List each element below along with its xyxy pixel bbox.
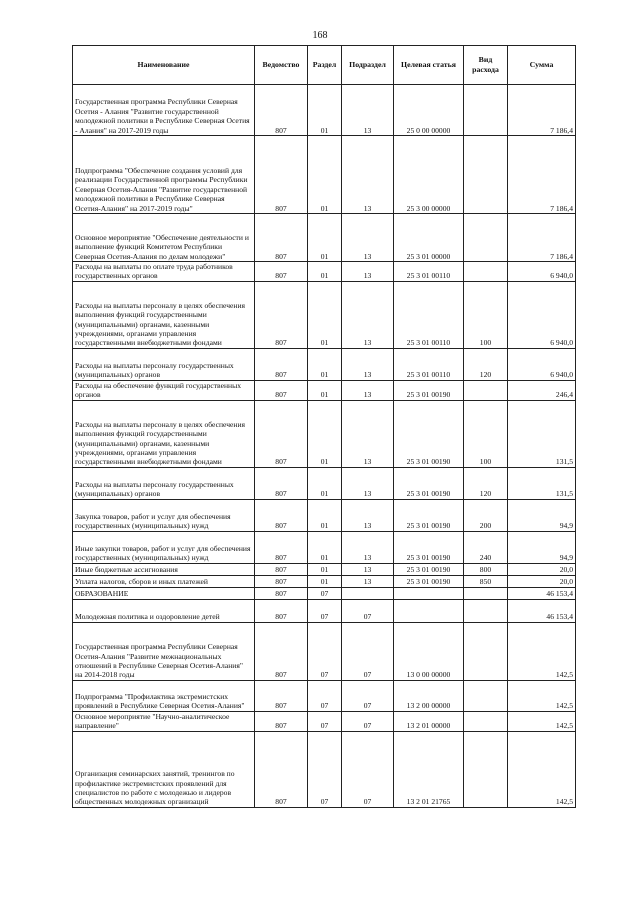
- row-subsection: 13: [342, 136, 394, 214]
- table-row: [73, 85, 576, 136]
- row-name: Подпрограмма "Обеспечение создания условий для реализации Государственной программы Республики Северная Осетия-Алания "Развитие государственной молодежной политики в Республике Северная Осетия-Алания" на 2017-2019 годы": [73, 136, 255, 214]
- row-expense-type: 240: [464, 531, 508, 563]
- row-name: Государственная программа Республики Северная Осетия-Алания "Развитие межнациональных отношений в Республике Северная Осетия-Алания" на 2014-2018 годы: [73, 622, 255, 680]
- row-section: 01: [308, 499, 342, 531]
- row-expense-type: [464, 587, 508, 599]
- row-amount: 94,9: [508, 499, 576, 531]
- header-expense-type: Вид расхода: [464, 46, 508, 85]
- row-target: 25 3 01 00110: [394, 348, 464, 380]
- row-department: 807: [255, 622, 308, 680]
- row-name: Уплата налогов, сборов и иных платежей: [73, 575, 255, 587]
- row-amount: 142,5: [508, 711, 576, 731]
- row-name: Расходы на выплаты персоналу государственных (муниципальных) органов: [73, 348, 255, 380]
- row-section: 01: [308, 348, 342, 380]
- row-department: 807: [255, 599, 308, 622]
- row-subsection: 13: [342, 380, 394, 400]
- table-row: [73, 731, 576, 807]
- row-section: 01: [308, 281, 342, 348]
- row-name: Основное мероприятие "Научно-аналитическое направление": [73, 711, 255, 731]
- row-amount: 131,5: [508, 467, 576, 499]
- row-name: Подпрограмма "Профилактика экстремистских проявлений в Республике Северная Осетия-Алания": [73, 680, 255, 711]
- table-row: [73, 400, 576, 467]
- row-amount: 142,5: [508, 622, 576, 680]
- table-header-row: [73, 46, 576, 85]
- row-name: Иные закупки товаров, работ и услуг для обеспечения государственных (муниципальных) нужд: [73, 531, 255, 563]
- row-target: 25 3 01 00110: [394, 281, 464, 348]
- row-target: 25 3 01 00190: [394, 467, 464, 499]
- row-section: 01: [308, 85, 342, 136]
- row-expense-type: [464, 680, 508, 711]
- row-amount: 131,5: [508, 400, 576, 467]
- row-section: 01: [308, 262, 342, 282]
- row-target: 25 3 01 00110: [394, 262, 464, 282]
- row-subsection: 13: [342, 348, 394, 380]
- row-expense-type: [464, 731, 508, 807]
- row-target: 25 3 01 00190: [394, 400, 464, 467]
- row-target: 13 2 01 00000: [394, 711, 464, 731]
- row-amount: 7 186,4: [508, 85, 576, 136]
- row-department: 807: [255, 531, 308, 563]
- row-section: 07: [308, 731, 342, 807]
- header-amount: Сумма: [508, 46, 576, 85]
- row-department: 807: [255, 348, 308, 380]
- row-name: Молодежная политика и оздоровление детей: [73, 599, 255, 622]
- row-expense-type: [464, 214, 508, 262]
- row-section: 07: [308, 680, 342, 711]
- row-target: 13 2 01 21765: [394, 731, 464, 807]
- row-department: 807: [255, 563, 308, 575]
- row-expense-type: 100: [464, 281, 508, 348]
- row-section: 01: [308, 563, 342, 575]
- row-subsection: 07: [342, 711, 394, 731]
- row-department: 807: [255, 214, 308, 262]
- row-name: Расходы на обеспечение функций государственных органов: [73, 380, 255, 400]
- table-row: [73, 281, 576, 348]
- row-amount: 46 153,4: [508, 587, 576, 599]
- row-target: 25 0 00 00000: [394, 85, 464, 136]
- row-subsection: 07: [342, 622, 394, 680]
- row-amount: 6 940,0: [508, 262, 576, 282]
- row-target: 13 2 00 00000: [394, 680, 464, 711]
- row-name: Расходы на выплаты персоналу государственных (муниципальных) органов: [73, 467, 255, 499]
- row-department: 807: [255, 400, 308, 467]
- row-name: Организация семинарских занятий, тренингов по профилактике экстремистских проявлений для специалистов по работе с молодежью и лидеров общественных молодежных организаций: [73, 731, 255, 807]
- table-row: [73, 563, 576, 575]
- row-expense-type: [464, 711, 508, 731]
- row-section: 07: [308, 599, 342, 622]
- table-row: [73, 467, 576, 499]
- table-row: [73, 680, 576, 711]
- page-number: 168: [312, 30, 328, 41]
- row-department: 807: [255, 680, 308, 711]
- row-amount: 7 186,4: [508, 214, 576, 262]
- row-department: 807: [255, 499, 308, 531]
- row-target: 13 0 00 00000: [394, 622, 464, 680]
- row-amount: 7 186,4: [508, 136, 576, 214]
- row-section: 01: [308, 400, 342, 467]
- row-subsection: 13: [342, 281, 394, 348]
- row-target: 25 3 01 00190: [394, 380, 464, 400]
- table-row: [73, 531, 576, 563]
- table-row: [73, 262, 576, 282]
- row-amount: 6 940,0: [508, 281, 576, 348]
- table-row: [73, 622, 576, 680]
- table-row: [73, 348, 576, 380]
- row-name: Иные бюджетные ассигнования: [73, 563, 255, 575]
- row-section: 07: [308, 622, 342, 680]
- table-row: [73, 380, 576, 400]
- row-subsection: 13: [342, 262, 394, 282]
- row-section: 07: [308, 711, 342, 731]
- row-department: 807: [255, 467, 308, 499]
- row-department: 807: [255, 711, 308, 731]
- row-target: 25 3 00 00000: [394, 136, 464, 214]
- row-subsection: 13: [342, 400, 394, 467]
- row-subsection: 07: [342, 680, 394, 711]
- row-name: Расходы на выплаты по оплате труда работников государственных органов: [73, 262, 255, 282]
- header-name: Наименование: [73, 46, 255, 85]
- table-row: [73, 136, 576, 214]
- row-target: 25 3 01 00000: [394, 214, 464, 262]
- row-expense-type: 800: [464, 563, 508, 575]
- row-subsection: 13: [342, 575, 394, 587]
- row-department: 807: [255, 281, 308, 348]
- row-expense-type: [464, 380, 508, 400]
- header-subsection: Подраздел: [342, 46, 394, 85]
- row-section: 01: [308, 531, 342, 563]
- row-subsection: 13: [342, 563, 394, 575]
- row-amount: 20,0: [508, 563, 576, 575]
- row-expense-type: 200: [464, 499, 508, 531]
- row-section: 01: [308, 575, 342, 587]
- row-expense-type: [464, 262, 508, 282]
- row-target: 25 3 01 00190: [394, 531, 464, 563]
- row-amount: 142,5: [508, 731, 576, 807]
- table-row: [73, 575, 576, 587]
- row-department: 807: [255, 136, 308, 214]
- row-section: 01: [308, 467, 342, 499]
- row-name: Закупка товаров, работ и услуг для обеспечения государственных (муниципальных) нужд: [73, 499, 255, 531]
- row-amount: 246,4: [508, 380, 576, 400]
- row-amount: 94,9: [508, 531, 576, 563]
- row-expense-type: 850: [464, 575, 508, 587]
- row-department: 807: [255, 731, 308, 807]
- row-subsection: 07: [342, 731, 394, 807]
- row-name: Расходы на выплаты персоналу в целях обеспечения выполнения функций государственными (муниципальными) органами, казенными учреждениями, органами управления государственными внебюджетными фондами: [73, 400, 255, 467]
- row-target: [394, 599, 464, 622]
- row-subsection: 13: [342, 467, 394, 499]
- row-expense-type: [464, 599, 508, 622]
- row-expense-type: 120: [464, 348, 508, 380]
- row-subsection: 13: [342, 499, 394, 531]
- row-subsection: 13: [342, 531, 394, 563]
- row-department: 807: [255, 85, 308, 136]
- row-subsection: [342, 587, 394, 599]
- row-expense-type: 100: [464, 400, 508, 467]
- table-row: [73, 711, 576, 731]
- row-section: 07: [308, 587, 342, 599]
- header-target: Целевая статья: [394, 46, 464, 85]
- row-amount: 46 153,4: [508, 599, 576, 622]
- row-section: 01: [308, 136, 342, 214]
- row-section: 01: [308, 380, 342, 400]
- row-target: [394, 587, 464, 599]
- row-expense-type: [464, 136, 508, 214]
- row-target: 25 3 01 00190: [394, 563, 464, 575]
- row-subsection: 13: [342, 85, 394, 136]
- row-amount: 20,0: [508, 575, 576, 587]
- row-department: 807: [255, 575, 308, 587]
- row-department: 807: [255, 262, 308, 282]
- table-row: [73, 214, 576, 262]
- row-expense-type: [464, 622, 508, 680]
- header-section: Раздел: [308, 46, 342, 85]
- row-department: 807: [255, 587, 308, 599]
- row-name: Расходы на выплаты персоналу в целях обеспечения выполнения функций государственными (муниципальными) органами, казенными учреждениями, органами управления государственными внебюджетными фондами: [73, 281, 255, 348]
- row-name: ОБРАЗОВАНИЕ: [73, 587, 255, 599]
- row-subsection: 07: [342, 599, 394, 622]
- row-target: 25 3 01 00190: [394, 575, 464, 587]
- row-section: 01: [308, 214, 342, 262]
- row-target: 25 3 01 00190: [394, 499, 464, 531]
- table-row: [73, 499, 576, 531]
- header-department: Ведомство: [255, 46, 308, 85]
- budget-table: [72, 45, 576, 808]
- row-amount: 6 940,0: [508, 348, 576, 380]
- row-expense-type: 120: [464, 467, 508, 499]
- row-name: Государственная программа Республики Северная Осетия - Алания "Развитие государственной молодежной политики в Республике Северная Осетия - Алания" на 2017-2019 годы: [73, 85, 255, 136]
- row-subsection: 13: [342, 214, 394, 262]
- table-row: [73, 599, 576, 622]
- row-amount: 142,5: [508, 680, 576, 711]
- table-row: [73, 587, 576, 599]
- row-department: 807: [255, 380, 308, 400]
- row-name: Основное мероприятие "Обеспечение деятельности и выполнение функций Комитетом Республики Северная Осетия-Алания по делам молодежи": [73, 214, 255, 262]
- row-expense-type: [464, 85, 508, 136]
